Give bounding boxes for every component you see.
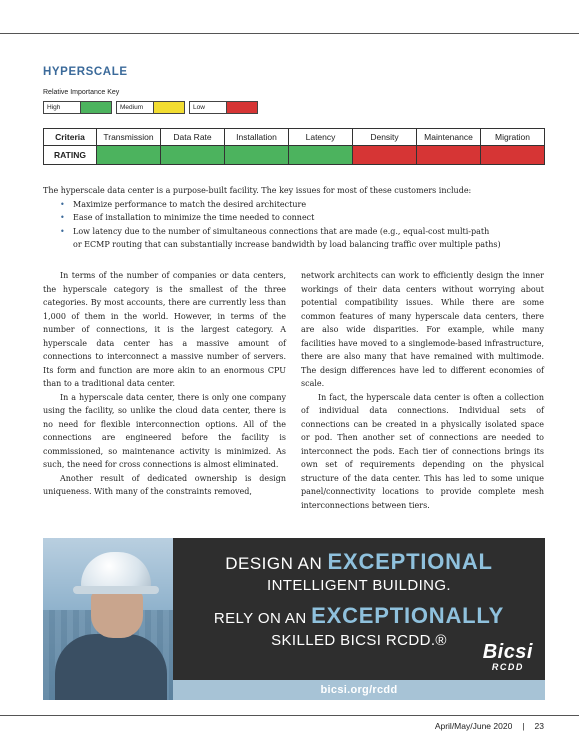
engineer-photo <box>43 538 173 700</box>
ad-headline <box>173 550 545 651</box>
intro-bullet-continuation <box>43 238 543 252</box>
bicsi-logo <box>483 642 533 672</box>
importance-key-label: Relative Importance Key <box>43 89 120 96</box>
criteria-latency: Latency <box>289 129 353 146</box>
top-rule <box>0 33 579 34</box>
importance-key <box>43 101 258 114</box>
criteria-transmission: Transmission <box>97 129 161 146</box>
rating-cell-data-rate <box>161 146 225 165</box>
ad-line-1 <box>173 550 545 576</box>
criteria-row <box>44 129 545 146</box>
ad-line-1-pre: DESIGN AN <box>225 554 328 573</box>
key-swatch-low <box>226 102 257 113</box>
ad-line-2: INTELLIGENT BUILDING. <box>267 577 451 594</box>
body-paragraph: Another result of dedicated ownership is design uniqueness. With many of the constraints removed, <box>43 473 286 496</box>
body-paragraph: In fact, the hyperscale data center is often a collection of individual data connections. Individual sets of connections can be created in a physically isolated space or pod. Then another set of connections are needed to interconnect the pods. Each tier of connections brings its own set of requirements depending on the physical structure of the data center. This has led to some unique panel/connectivity locations to provide complete mesh interconnections between tiers. <box>301 392 544 510</box>
hard-hat-brim <box>73 586 159 594</box>
bullet-icon: • <box>60 199 65 209</box>
rating-cell-migration <box>481 146 545 165</box>
key-item-low <box>189 101 258 114</box>
bicsi-advertisement[interactable] <box>43 538 545 700</box>
ad-line-3-pre: RELY ON AN <box>213 610 312 627</box>
ad-line-3-emphasis: EXCEPTIONALLY <box>311 603 505 628</box>
body-paragraph: In a hyperscale data center, there is only one company using the facility, so unlike the cloud data center, there is no need for flexible interconnection options. All of the connections are engineered before the facility is commissioned, so maintenance activity is minimized. As such, the need for cross connections is almost eliminated. <box>43 392 286 469</box>
intro-bullet <box>43 225 543 239</box>
intro-bullet <box>43 198 543 212</box>
key-label-high: High <box>44 102 80 113</box>
page-number: 23 <box>534 721 544 731</box>
intro-block <box>43 184 543 252</box>
rating-cell-latency <box>289 146 353 165</box>
footer-separator: | <box>522 721 525 731</box>
body-paragraph: In terms of the number of companies or data centers, the hyperscale category is the smallest of the three categories. By most accounts, there are currently less than 1,000 of them in the world. However, in terms of the number of connections, it is the largest category. A hyperscale data center has a massive amount of connections to interconnect a massive number of servers. Its form and function are more akin to an enormous CPU than to a traditional data center. <box>43 271 286 388</box>
body-column-left <box>43 269 286 499</box>
criteria-migration: Migration <box>481 129 545 146</box>
intro-bullet-text: or ECMP routing that can substantially increase bandwidth by load balancing traffic over multiple paths) <box>73 240 501 249</box>
rating-header: RATING <box>44 146 97 165</box>
engineer-face <box>91 592 143 638</box>
criteria-data-rate: Data Rate <box>161 129 225 146</box>
key-swatch-medium <box>153 102 184 113</box>
key-label-low: Low <box>190 102 226 113</box>
body-paragraph: network architects can work to efficiently design the inner workings of their data centers without worrying about potential compatibility issues. While there are some common features of many hyperscale data centers, there are also wide disparities. For example, while many facilities have moved to a singlemode-based infrastructure, there are also many that have remained with multimode. The design differences have led to different economies of scale. <box>301 271 544 388</box>
ad-line-3 <box>173 604 545 631</box>
section-title: HYPERSCALE <box>43 66 128 78</box>
rating-cell-transmission <box>97 146 161 165</box>
intro-lead: The hyperscale data center is a purpose-built facility. The key issues for most of these customers include: <box>43 186 472 195</box>
criteria-header: Criteria <box>44 129 97 146</box>
intro-bullet <box>43 211 543 225</box>
issue-date: April/May/June 2020 <box>434 721 513 731</box>
criteria-installation: Installation <box>225 129 289 146</box>
criteria-density: Density <box>353 129 417 146</box>
ad-line-4: SKILLED BICSI RCDD.® <box>271 632 447 649</box>
ad-url-link[interactable]: bicsi.org/rcdd <box>173 680 545 700</box>
criteria-maintenance: Maintenance <box>417 129 481 146</box>
bicsi-logo-brand: Bicsi <box>482 641 533 663</box>
rating-cell-installation <box>225 146 289 165</box>
intro-bullets <box>43 198 543 252</box>
intro-bullet-text: Ease of installation to minimize the time needed to connect <box>73 213 315 222</box>
bullet-icon: • <box>60 226 65 236</box>
ad-line-1-emphasis: EXCEPTIONAL <box>327 549 493 574</box>
key-label-medium: Medium <box>117 102 153 113</box>
bullet-icon: • <box>60 213 65 222</box>
bicsi-logo-sub: RCDD <box>491 662 524 672</box>
rating-cell-maintenance <box>417 146 481 165</box>
engineer-shoulders <box>55 634 167 700</box>
rating-table <box>43 128 545 165</box>
intro-bullet-text: Maximize performance to match the desired architecture <box>73 199 307 209</box>
intro-bullet-text: Low latency due to the number of simultaneous connections that are made (e.g., equal-cost multi-path <box>73 226 490 236</box>
key-item-medium <box>116 101 185 114</box>
key-item-high <box>43 101 112 114</box>
page-footer <box>435 721 544 731</box>
rating-cell-density <box>353 146 417 165</box>
rating-row <box>44 146 545 165</box>
bottom-rule <box>0 715 579 716</box>
body-column-right <box>301 269 544 512</box>
key-swatch-high <box>80 102 111 113</box>
